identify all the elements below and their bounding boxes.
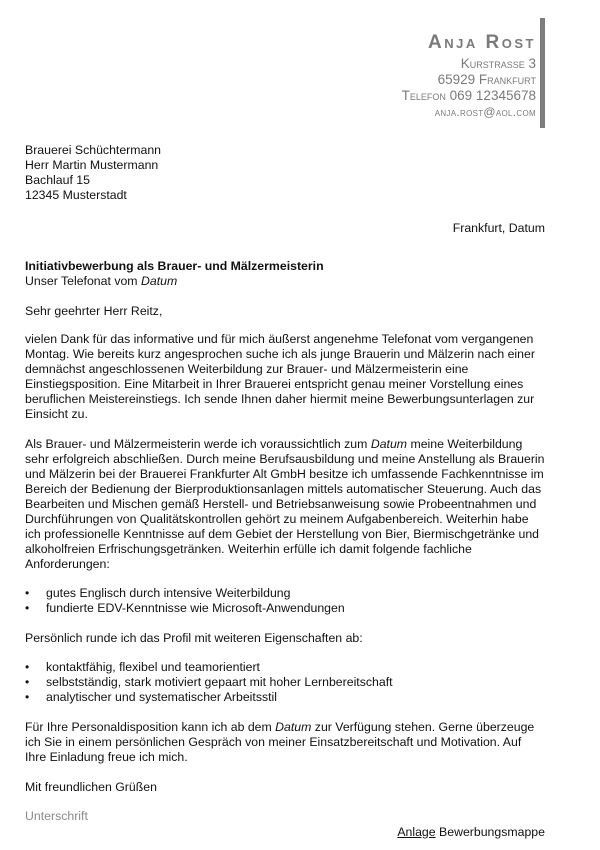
paragraph-availability-date: Datum (275, 720, 312, 734)
closing: Mit freundlichen Grüßen (25, 780, 157, 794)
sender-phone: Telefon 069 12345678 (401, 88, 536, 103)
attachment-label: Anlage (397, 825, 436, 839)
recipient-company: Brauerei Schüchtermann (25, 143, 162, 157)
list-item: • fundierte EDV-Kenntnisse wie Microsoft-Anwendungen (25, 601, 545, 616)
attachment-text: Bewerbungsmappe (435, 825, 545, 839)
sender-accent-bar (540, 18, 545, 128)
sender-city: 65929 Frankfurt (437, 72, 536, 87)
sender-block (402, 31, 536, 120)
attachment-line (25, 825, 545, 840)
subject-title: Initiativbewerbung als Brauer- und Mälzermeisterin (25, 259, 324, 273)
date-line: Frankfurt, Datum (452, 221, 545, 235)
recipient-person: Herr Martin Mustermann (25, 158, 159, 172)
salutation: Sehr geehrter Herr Reitz, (25, 304, 163, 318)
signature-placeholder: Unterschrift (25, 809, 88, 823)
subject-reference-date: Datum (140, 274, 178, 288)
subject-reference-prefix: Unser Telefonat vom (25, 274, 141, 288)
paragraph-qualifications-rest: meine Weiterbildung sehr erfolgreich abschließen. Durch meine Berufsausbildung und meine Anstellung als Brauerin und Mälzerin bei der Brauerei Frankfurter Alt GmbH besitze ich umfassende Fachkenntnisse im Bereich der Bedienung der Bierproduktionsanlagen mittels automatischer Steuerung. Auch das Bearbeiten und Mischen gemäß Herstell- und Betriebsanweisung sowie Probeentnahmen und Durchführungen von Qualitätskontrollen gehört zu meinem Aufgabenbereich. Weiterhin habe ich professionelle Kenntnisse auf dem Gebiet der Herstellung von Bier, Biermischgetränke und alkoholfreien Erfrischungsgetränken. Weiterhin erfülle ich damit folgende fachliche Anforderungen: (25, 437, 545, 571)
paragraph-availability (25, 720, 545, 765)
skills-list (25, 586, 545, 616)
paragraph-personal: Persönlich runde ich das Profil mit weiteren Eigenschaften ab: (25, 631, 363, 645)
recipient-city: 12345 Musterstadt (25, 188, 127, 202)
paragraph-intro: vielen Dank für das informative und für mich äußerst angenehme Telefonat vom vergangenen Montag. Wie bereits kurz angesprochen suche ich als junge Brauerin und Mälzerin nach einer demnächst angeschlossenen Weiterbildung zur Brauer- und Mälzermeisterin eine Einstiegsposition. Eine Mitarbeit in Ihrer Brauerei entspricht genau meiner Vorstellung eines beruflichen Meistereinstiegs. Ich sende Ihnen daher hiermit meine Bewerbungsunterlagen zur Einsicht zu. (25, 332, 535, 421)
recipient-street: Bachlauf 15 (25, 173, 90, 187)
list-item: • analytischer und systematischer Arbeitsstil (25, 690, 545, 705)
paragraph-availability-start: Für Ihre Personaldisposition kann ich ab dem (25, 720, 276, 734)
paragraph-qualifications-date: Datum (370, 437, 408, 451)
list-item: • kontaktfähig, flexibel und teamorientiert (25, 660, 545, 675)
paragraph-qualifications-start: Als Brauer- und Mälzermeisterin werde ich voraussichtlich zum (25, 437, 371, 451)
subject-block (25, 259, 545, 289)
recipient-block (25, 143, 545, 203)
list-item: • selbstständig, stark motiviert gepaart mit hoher Lernbereitschaft (25, 675, 545, 690)
paragraph-qualifications (25, 437, 545, 572)
sender-street: Kurstraße 3 (460, 56, 536, 71)
list-item: • gutes Englisch durch intensive Weiterbildung (25, 586, 545, 601)
subject-reference (25, 274, 545, 289)
traits-list (25, 660, 545, 705)
letter-content (25, 143, 545, 840)
paragraph-availability-rest: zur Verfügung stehen. Gerne überzeuge ich Sie in einem persönlichen Gespräch von meiner Einsatzbereitschaft und Motivation. Auf Ihre Einladung freue ich mich. (25, 720, 535, 764)
sender-email: anja.rost@aol.com (434, 105, 536, 119)
sender-name: Anja Rost (428, 32, 536, 53)
